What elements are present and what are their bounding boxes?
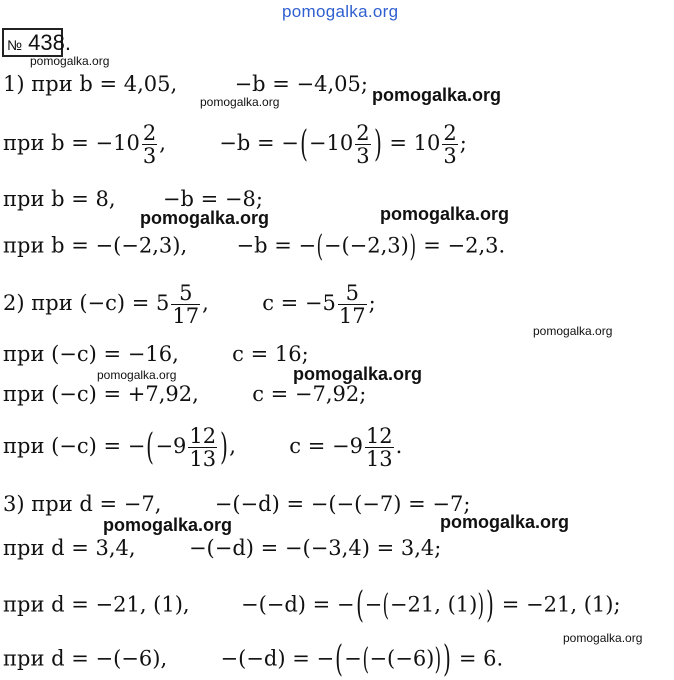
- fraction: $\frac{5}{17}$: [172, 281, 200, 329]
- part-label: 1): [3, 72, 25, 96]
- watermark: pomogalka.org: [372, 85, 502, 105]
- result: c = −5: [262, 291, 336, 316]
- condition: при d = −21, (1),: [3, 592, 190, 617]
- result: c = −7,92;: [252, 382, 367, 406]
- part-label: 3): [3, 492, 25, 516]
- problem-number: [2, 28, 71, 57]
- condition: при b = −(−2,3),: [3, 233, 188, 258]
- part1-line-1: [3, 74, 368, 95]
- condition: при d = −(−6),: [3, 646, 168, 671]
- part2-line-1: 2) при (−c) = 5 $\frac{5}{17}$ , c = −5 $\frac{5}{17}$ ;: [3, 281, 376, 329]
- result: −(−d) = −(−(−7) = −7;: [214, 492, 471, 516]
- result: −b = −4,05;: [234, 72, 368, 96]
- condition: при b = 8,: [3, 187, 116, 211]
- fraction: $\frac{5}{17}$: [338, 281, 366, 329]
- watermark: pomogalka.org: [380, 204, 510, 224]
- part2-line-3: [3, 384, 366, 405]
- watermark: pomogalka.org: [440, 512, 570, 532]
- condition: при (−c) = −16,: [3, 342, 179, 366]
- part1-line-2: при b = −10 $\frac{2}{3}$ , −b = −(−10 $\frac{2}{3}$ ) = 10 $\frac{2}{3}$ ;: [3, 121, 467, 169]
- result: −b = −: [236, 233, 317, 258]
- part1-line-3: [3, 189, 263, 210]
- fraction: $\frac{2}{3}$: [443, 121, 457, 169]
- watermark: pomogalka.org: [200, 95, 280, 109]
- result: −b = −: [219, 131, 299, 156]
- part2-line-2: [3, 344, 309, 365]
- watermark-top: pomogalka.org: [282, 2, 399, 21]
- watermark: pomogalka.org: [293, 364, 423, 384]
- result: −(−d) = −(−3,4) = 3,4;: [188, 536, 442, 560]
- part1-line-4: при b = −(−2,3), −b = −(−(−2,3)) = −2,3.: [3, 229, 506, 264]
- part3-line-4: при d = −(−6), −(−d) = −(−(−(−6))) = 6.: [3, 639, 504, 680]
- condition: при d = −7,: [31, 492, 162, 516]
- part3-line-3: при d = −21, (1), −(−d) = −(−(−21, (1))) = −21, (1);: [3, 585, 621, 626]
- number-sign: №: [7, 37, 23, 53]
- condition: при (−c) = 5: [31, 291, 170, 316]
- result: c = −9: [289, 434, 363, 459]
- watermark: pomogalka.org: [30, 54, 110, 68]
- result: −(−d) = −: [220, 646, 335, 671]
- fraction: $\frac{2}{3}$: [142, 121, 157, 169]
- watermark: pomogalka.org: [533, 324, 613, 338]
- watermark: pomogalka.org: [103, 515, 233, 535]
- result: c = 16;: [232, 342, 309, 366]
- part2-line-4: при (−c) = −(−9 $\frac{12}{13}$ ), c = −9 $\frac{12}{13}$ .: [3, 424, 403, 472]
- condition: при b = −10: [3, 131, 140, 156]
- fraction: $\frac{12}{13}$: [189, 424, 217, 472]
- condition: при (−c) = +7,92,: [3, 382, 199, 406]
- watermark: pomogalka.org: [563, 631, 643, 645]
- problem-number-value: 438.: [28, 30, 71, 55]
- fraction: $\frac{2}{3}$: [356, 121, 370, 169]
- watermark: pomogalka.org: [97, 368, 177, 382]
- watermark: pomogalka.org: [140, 208, 270, 228]
- part3-line-2: [3, 538, 441, 559]
- condition: при d = 3,4,: [3, 536, 136, 560]
- result: −(−d) = −: [240, 592, 355, 617]
- condition: при (−c) = −: [3, 434, 146, 459]
- fraction: $\frac{12}{13}$: [365, 424, 393, 472]
- condition: при b = 4,05,: [31, 72, 178, 96]
- result: −b = −8;: [162, 187, 263, 211]
- part-label: 2): [3, 291, 25, 316]
- part3-line-1: [3, 494, 470, 515]
